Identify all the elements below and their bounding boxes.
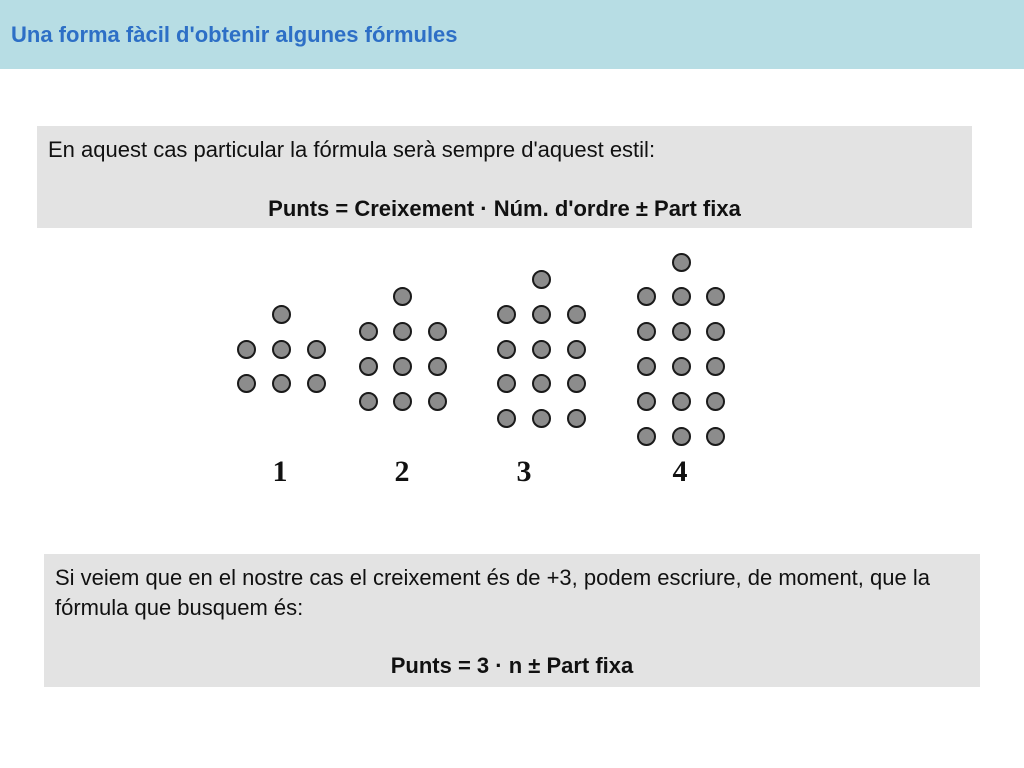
dot xyxy=(237,374,256,393)
dot xyxy=(706,287,725,306)
dot xyxy=(307,374,326,393)
dot xyxy=(359,357,378,376)
figure-label: 2 xyxy=(394,455,410,488)
dot xyxy=(428,322,447,341)
dot xyxy=(497,409,516,428)
dot xyxy=(428,357,447,376)
figure-label: 1 xyxy=(272,455,288,488)
dot xyxy=(532,340,551,359)
figure-label: 3 xyxy=(516,455,532,488)
dot xyxy=(637,322,656,341)
dot xyxy=(672,392,691,411)
dot xyxy=(672,287,691,306)
specific-formula: Punts = 3 · n ± Part fixa xyxy=(390,653,634,678)
dot xyxy=(672,427,691,446)
dot xyxy=(497,340,516,359)
dot xyxy=(532,270,551,289)
dot xyxy=(706,322,725,341)
dot xyxy=(428,392,447,411)
dot xyxy=(393,287,412,306)
dot xyxy=(497,305,516,324)
dot xyxy=(706,392,725,411)
dot xyxy=(532,374,551,393)
general-formula: Punts = Creixement · Núm. d'ordre ± Part fixa xyxy=(268,196,741,221)
dot xyxy=(393,322,412,341)
dot xyxy=(637,287,656,306)
dot xyxy=(637,427,656,446)
dot xyxy=(307,340,326,359)
dot xyxy=(567,374,586,393)
dot xyxy=(393,392,412,411)
dot xyxy=(672,357,691,376)
title-bar xyxy=(0,0,1024,69)
dot xyxy=(637,392,656,411)
dot xyxy=(272,305,291,324)
dot xyxy=(637,357,656,376)
formula-style-intro: En aquest cas particular la fórmula serà sempre d'aquest estil: xyxy=(48,137,656,162)
dot xyxy=(359,322,378,341)
dot xyxy=(359,392,378,411)
dot xyxy=(272,340,291,359)
formula-style-box xyxy=(37,126,972,228)
growth-explanation: Si veiem que en el nostre cas el creixement és de +3, podem escriure, de moment, que la fórmula que busquem és: xyxy=(55,565,930,620)
dot xyxy=(393,357,412,376)
dot xyxy=(567,305,586,324)
dot xyxy=(672,322,691,341)
dot xyxy=(567,409,586,428)
dot xyxy=(532,409,551,428)
dot xyxy=(272,374,291,393)
dot xyxy=(497,374,516,393)
dot xyxy=(672,253,691,272)
dot xyxy=(567,340,586,359)
page-title: Una forma fàcil d'obtenir algunes fórmules xyxy=(11,22,458,47)
specific-formula-box xyxy=(44,554,980,687)
dot xyxy=(237,340,256,359)
dot xyxy=(706,427,725,446)
figure-label: 4 xyxy=(672,455,688,488)
dot xyxy=(706,357,725,376)
dot xyxy=(532,305,551,324)
